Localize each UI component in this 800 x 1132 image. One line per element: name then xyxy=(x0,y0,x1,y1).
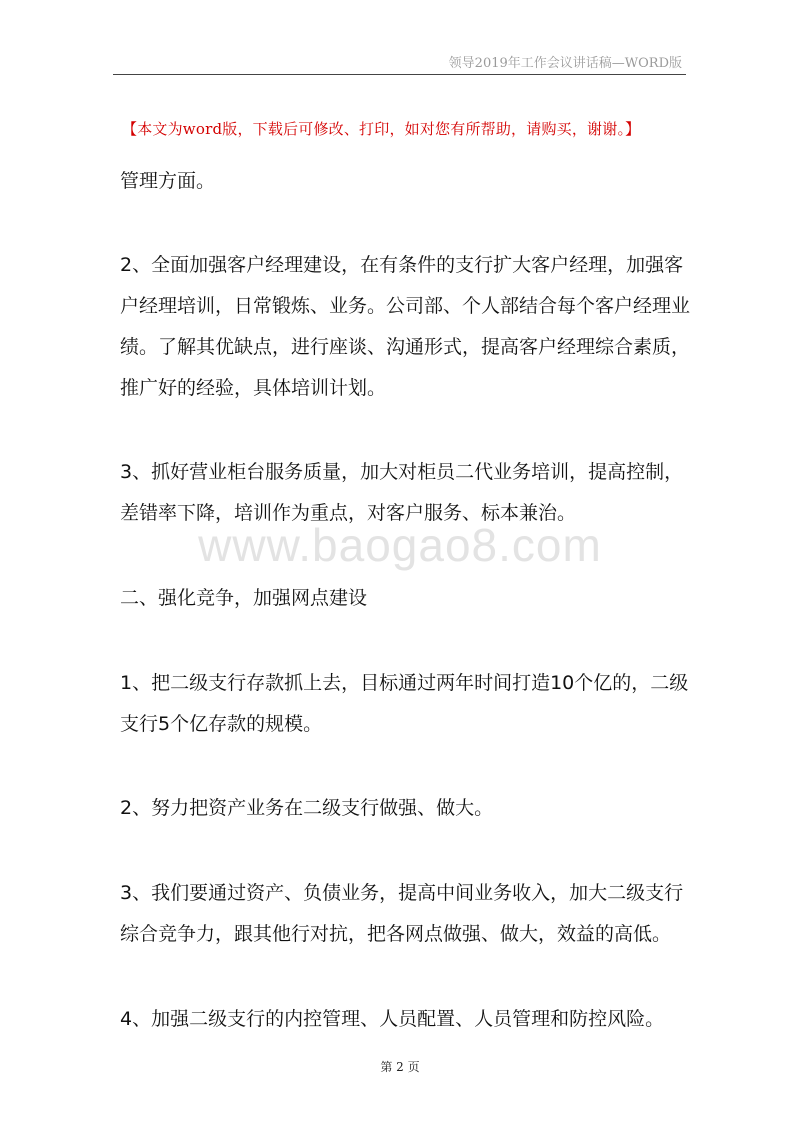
paragraph-6: 2、努力把资产业务在二级支行做强、做大。 xyxy=(120,797,494,819)
section-heading: 二、强化竞争，加强网点建设 xyxy=(120,587,368,609)
header-rule xyxy=(113,74,686,75)
paragraph-7: 3、我们要通过资产、负债业务，提高中间业务收入，加大二级支行综合竞争力，跟其他行对抗，把各网点做强、做大，效益的高低。 xyxy=(120,882,684,945)
paragraph-1: 管理方面。 xyxy=(120,170,216,192)
purchase-notice: 【本文为word版，下载后可修改、打印，如对您有所帮助，请购买，谢谢。】 xyxy=(122,120,641,138)
watermark-text: www.baogao8.com xyxy=(198,519,602,571)
paragraph-8: 4、加强二级支行的内控管理、人员配置、人员管理和防控风险。 xyxy=(120,1008,665,1030)
header-title: 领导2019年工作会议讲话稿—WORD版 xyxy=(448,56,682,71)
paragraph-2: 2、全面加强客户经理建设，在有条件的支行扩大客户经理，加强客户经理培训，日常锻炼、业务。公司部、个人部结合每个客户经理业绩。了解其优缺点，进行座谈、沟通形式，提高客户经理综合素质，推广好的经验，具体培训计划。 xyxy=(120,254,691,399)
paragraph-5: 1、把二级支行存款抓上去，目标通过两年时间打造10个亿的，二级支行5个亿存款的规模。 xyxy=(120,672,689,735)
page-number: 第 2 页 xyxy=(380,1060,420,1074)
paragraph-3: 3、抓好营业柜台服务质量，加大对柜员二代业务培训，提高控制，差错率下降，培训作为重点，对客户服务、标本兼治。 xyxy=(120,461,684,524)
